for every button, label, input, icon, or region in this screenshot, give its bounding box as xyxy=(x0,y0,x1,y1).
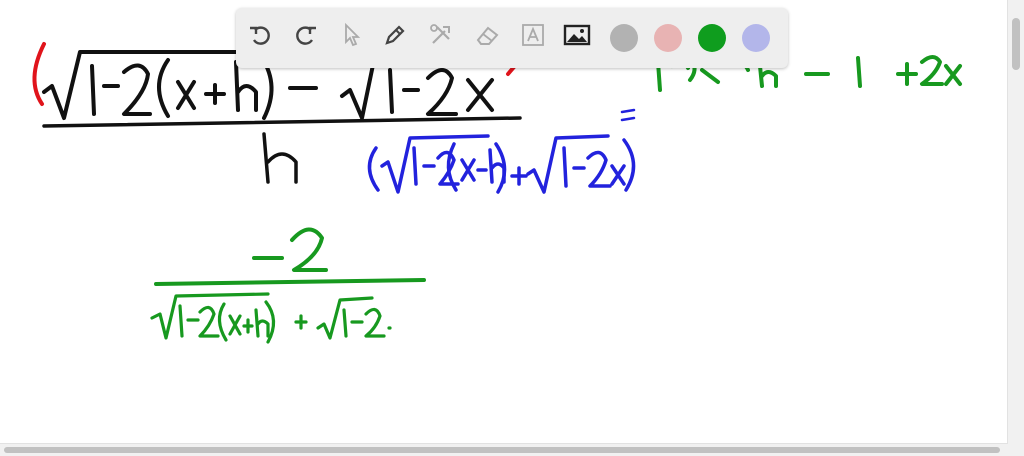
ink-blue-conjugate xyxy=(369,136,633,192)
horizontal-scroll-thumb[interactable] xyxy=(4,447,1000,453)
pointer-icon xyxy=(336,20,366,50)
color-swatch-pink[interactable] xyxy=(654,24,682,52)
pen-tool-button[interactable] xyxy=(380,20,414,54)
image-tool-button[interactable] xyxy=(562,20,596,54)
tools-button[interactable] xyxy=(426,20,460,54)
ink-green-result xyxy=(156,229,424,284)
undo-icon xyxy=(246,20,276,50)
drawing-toolbar xyxy=(236,8,788,68)
ink-equals-sign xyxy=(622,110,634,120)
horizontal-scrollbar[interactable] xyxy=(0,443,1008,456)
redo-icon xyxy=(290,20,320,50)
eraser-tool-button[interactable] xyxy=(472,20,506,54)
pen-icon xyxy=(380,20,410,50)
text-icon xyxy=(518,20,548,50)
undo-button[interactable] xyxy=(246,20,280,54)
eraser-icon xyxy=(472,20,502,50)
vertical-scroll-thumb[interactable] xyxy=(1012,18,1020,70)
text-tool-button[interactable] xyxy=(518,20,552,54)
image-icon xyxy=(562,20,592,50)
color-swatch-green[interactable] xyxy=(698,24,726,52)
color-swatch-gray[interactable] xyxy=(610,24,638,52)
select-tool-button[interactable] xyxy=(336,20,370,54)
color-swatch-lavender[interactable] xyxy=(742,24,770,52)
vertical-scrollbar[interactable] xyxy=(1007,0,1024,444)
tools-icon xyxy=(426,20,456,50)
redo-button[interactable] xyxy=(290,20,324,54)
scrollbar-corner xyxy=(1008,444,1024,456)
ink-green-result-denominator xyxy=(152,294,390,342)
